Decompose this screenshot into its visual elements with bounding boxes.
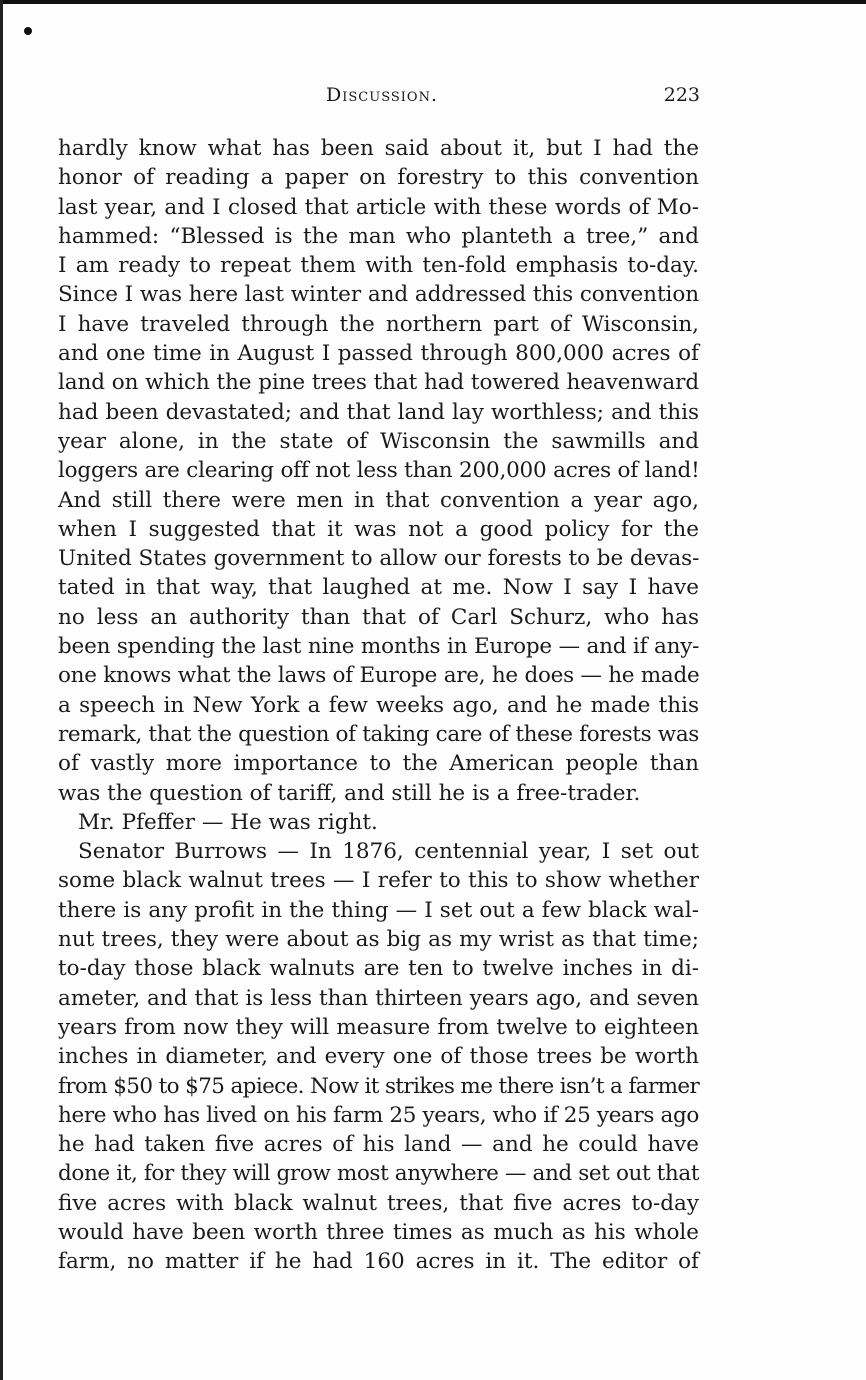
- text-line: I have traveled through the northern part of Wisconsin,: [58, 311, 699, 337]
- text-line: done it, for they will grow most anywhere — and set out that: [58, 1161, 700, 1187]
- text-line: when I suggested that it was not a good policy for the: [58, 516, 699, 542]
- margin-mark: [24, 27, 32, 35]
- page-number: 223: [663, 84, 700, 106]
- text-line: loggers are clearing off not less than 200,000 acres of land!: [58, 458, 700, 484]
- scan-top-edge: [0, 0, 866, 4]
- text-line: United States government to allow our forests to be devas-: [58, 546, 700, 572]
- text-line: hardly know what has been said about it, but I had the: [58, 136, 699, 161]
- text-line: some black walnut trees — I refer to this to show whether: [58, 868, 699, 894]
- text-line: would have been worth three times as much as his whole: [58, 1219, 699, 1245]
- text-line: been spending the last nine months in Europe — and if any-: [58, 634, 700, 660]
- scan-left-edge: [0, 0, 3, 1380]
- text-line: from $50 to $75 apiece. Now it strikes me there isn’t a farmer: [58, 1073, 700, 1099]
- text-line: remark, that the question of taking care of these forests was: [58, 721, 699, 747]
- text-line: year alone, in the state of Wisconsin the sawmills and: [58, 428, 699, 454]
- text-line: Since I was here last winter and addressed this convention: [58, 282, 699, 308]
- text-line: of vastly more importance to the American people than: [58, 751, 699, 777]
- text-line: And still there were men in that convention a year ago,: [58, 487, 699, 513]
- text-line: there is any profit in the thing — I set out a few black wal-: [58, 897, 699, 923]
- text-line: years from now they will measure from twelve to eighteen: [58, 1014, 699, 1040]
- body-text: [58, 134, 699, 1277]
- running-head: [58, 84, 706, 114]
- text-line: no less an authority than that of Carl Schurz, who has: [58, 604, 699, 630]
- text-line: one knows what the laws of Europe are, he does — he made: [58, 663, 700, 689]
- text-line: last year, and I closed that article with these words of Mo-: [58, 194, 699, 220]
- text-line: honor of reading a paper on forestry to this convention: [58, 165, 699, 191]
- text-line: nut trees, they were about as big as my wrist as that time;: [58, 927, 699, 953]
- text-line: was the question of tariff, and still he is a free-trader.: [58, 780, 641, 806]
- text-line: tated in that way, that laughed at me. Now I say I have: [58, 575, 699, 601]
- text-line: I am ready to repeat them with ten-fold emphasis to-day.: [58, 253, 699, 279]
- text-line: a speech in New York a few weeks ago, and he made this: [58, 692, 699, 718]
- text-line: he had taken five acres of his land — and he could have: [58, 1132, 699, 1158]
- text-line: here who has lived on his farm 25 years, who if 25 years ago: [58, 1102, 699, 1128]
- text-line: land on which the pine trees that had towered heavenward: [58, 370, 699, 396]
- running-title: Discussion.: [326, 84, 438, 106]
- text-line: had been devastated; and that land lay worthless; and this: [58, 399, 699, 425]
- text-line: and one time in August I passed through 800,000 acres of: [58, 341, 699, 367]
- speaker-line: Senator Burrows — In 1876, centennial year, I set out: [78, 839, 699, 865]
- text-line: five acres with black walnut trees, that five acres to-day: [58, 1190, 699, 1216]
- text-line: inches in diameter, and every one of those trees be worth: [58, 1044, 699, 1070]
- text-line: hammed: “Blessed is the man who planteth a tree,” and: [58, 223, 699, 249]
- text-line: to-day those black walnuts are ten to twelve inches in di-: [58, 956, 699, 982]
- text-line: farm, no matter if he had 160 acres in it. The editor of: [58, 1249, 699, 1275]
- speaker-line: Mr. Pfeffer — He was right.: [78, 809, 378, 835]
- text-line: ameter, and that is less than thirteen years ago, and seven: [58, 985, 699, 1011]
